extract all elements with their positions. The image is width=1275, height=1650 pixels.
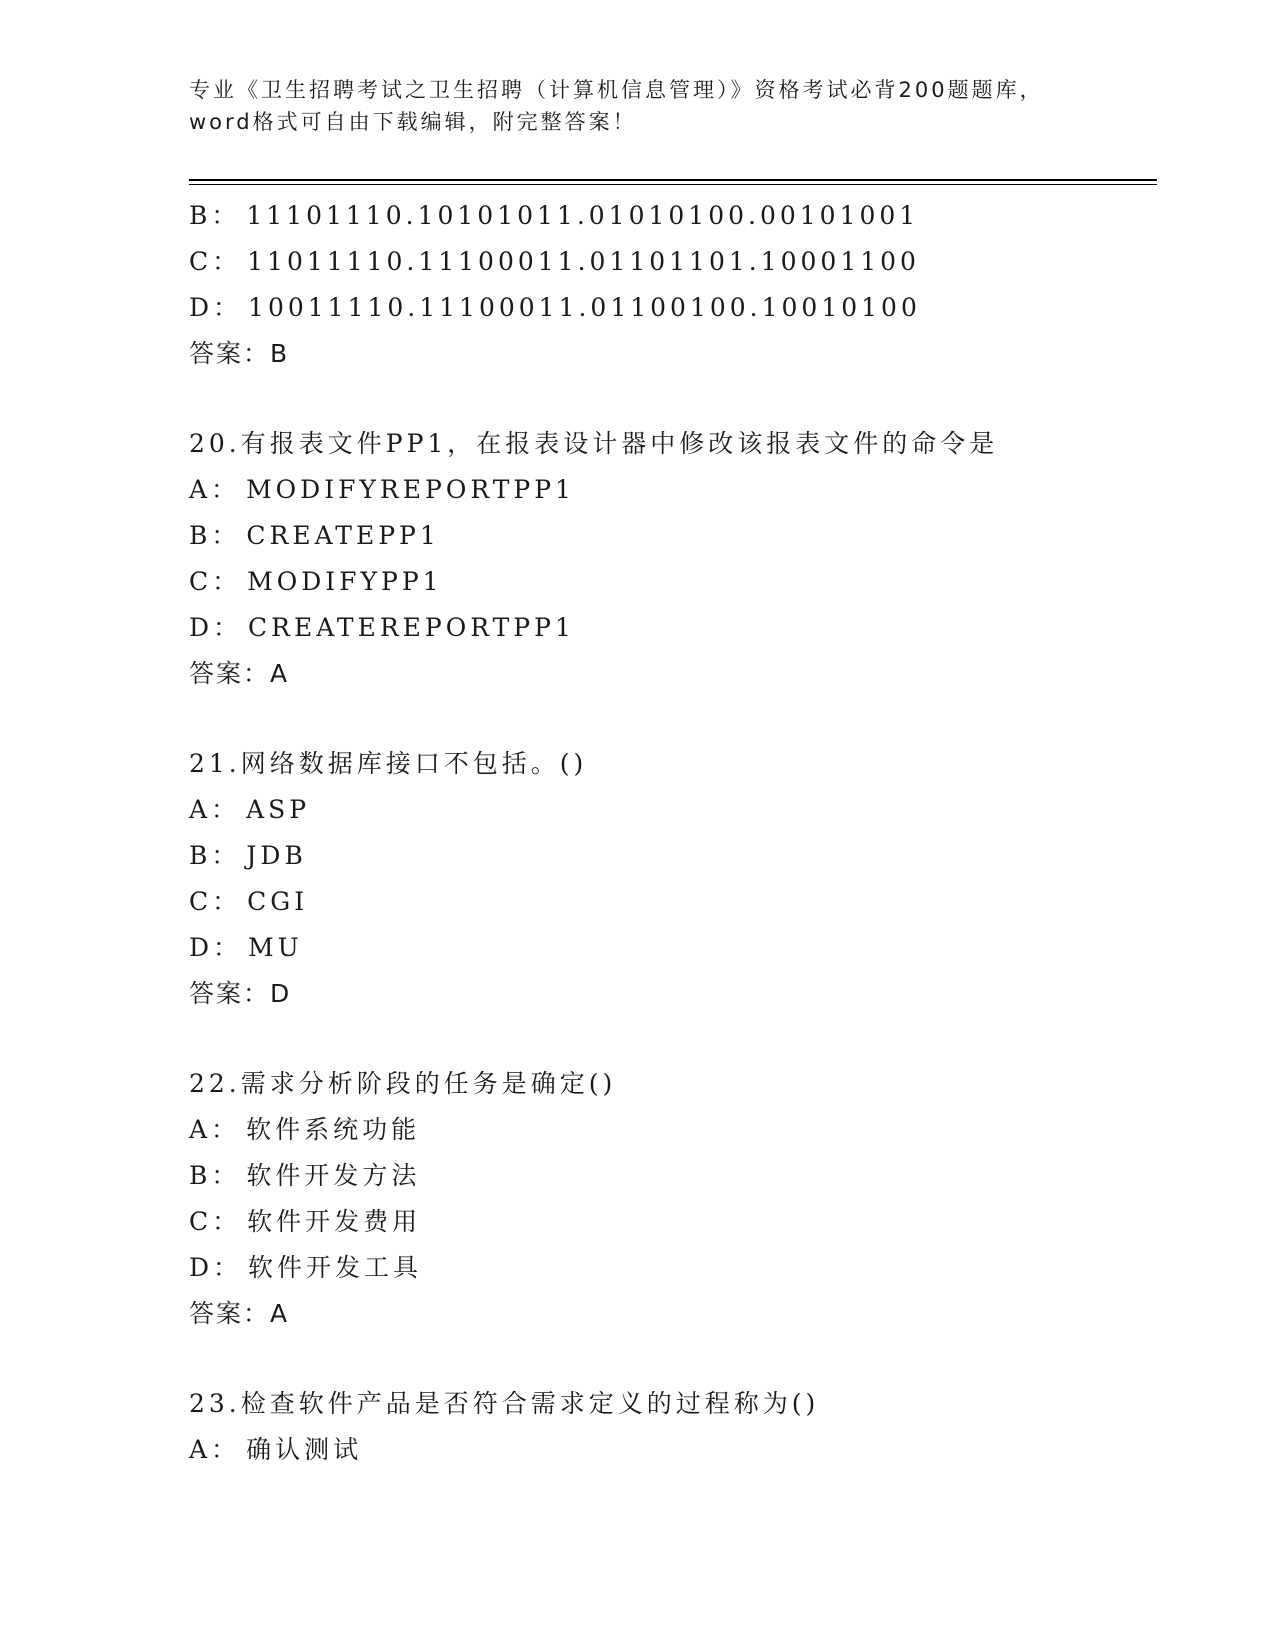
option-text: 软件开发工具 [248, 1253, 423, 1282]
question-title: 20.有报表文件PP1，在报表设计器中修改该报表文件的命令是 [189, 429, 999, 458]
option-text: CREATEPP1 [246, 521, 440, 550]
option-b [189, 1153, 1157, 1199]
option-text: 软件开发方法 [246, 1161, 421, 1190]
answer-line: 答案：A [189, 1299, 290, 1328]
option-text: MODIFYPP1 [247, 567, 443, 596]
option-a [189, 787, 1157, 833]
question-title: 23.检查软件产品是否符合需求定义的过程称为() [189, 1389, 820, 1418]
option-label: B： [189, 201, 241, 230]
header-line-2: word格式可自由下载编辑，附完整答案！ [189, 110, 637, 134]
option-label: A： [189, 1435, 241, 1464]
option-text: 确认测试 [246, 1435, 363, 1464]
answer-line: 答案：D [189, 979, 292, 1008]
option-label: C： [189, 567, 242, 596]
option-c [189, 559, 1157, 605]
answer-line: 答案：A [189, 659, 290, 688]
option-label: D： [189, 1253, 243, 1282]
option-label: B： [189, 521, 241, 550]
option-label: B： [189, 1161, 241, 1190]
option-text: CREATEREPORTPP1 [248, 613, 575, 642]
option-a [189, 1427, 1157, 1473]
option-label: A： [189, 1115, 241, 1144]
option-b [189, 513, 1157, 559]
option-label: B： [189, 841, 241, 870]
option-label: D： [189, 293, 243, 322]
option-a [189, 467, 1157, 513]
option-a [189, 1107, 1157, 1153]
option-c [189, 1199, 1157, 1245]
option-text: MODIFYREPORTPP1 [246, 475, 575, 504]
option-text: 软件系统功能 [246, 1115, 421, 1144]
option-text: 10011110.11100011.01100100.10010100 [248, 293, 921, 322]
question-block-19 [189, 193, 1157, 377]
question-list [189, 193, 1157, 1473]
header-line-1: 专业《卫生招聘考试之卫生招聘（计算机信息管理）》资格考试必背200题题库， [189, 78, 1044, 102]
option-d [189, 1245, 1157, 1291]
option-b [189, 833, 1157, 879]
header-divider-thin [189, 184, 1157, 185]
option-label: A： [189, 475, 241, 504]
question-block-20 [189, 421, 1157, 697]
option-text: 11101110.10101011.01010100.00101001 [246, 201, 920, 230]
option-text: MU [248, 933, 303, 962]
question-title: 21.网络数据库接口不包括。() [189, 749, 588, 778]
option-d [189, 285, 1157, 331]
option-label: C： [189, 1207, 242, 1236]
option-label: C： [189, 247, 242, 276]
option-c [189, 879, 1157, 925]
option-text: 11011110.11100011.01101101.10001100 [247, 247, 920, 276]
question-block-23 [189, 1381, 1157, 1473]
question-block-21 [189, 741, 1157, 1017]
question-block-22 [189, 1061, 1157, 1337]
option-text: CGI [247, 887, 309, 916]
option-d [189, 925, 1157, 971]
option-text: 软件开发费用 [247, 1207, 422, 1236]
option-label: A： [189, 795, 241, 824]
header-divider [189, 179, 1157, 181]
option-text: ASP [246, 795, 311, 824]
option-label: C： [189, 887, 242, 916]
question-title: 22.需求分析阶段的任务是确定() [189, 1069, 617, 1098]
document-header [189, 74, 1109, 138]
answer-line: 答案：B [189, 339, 290, 368]
option-label: D： [189, 613, 243, 642]
option-text: JDB [246, 841, 307, 870]
option-d [189, 605, 1157, 651]
option-label: D： [189, 933, 243, 962]
option-b [189, 193, 1157, 239]
option-c [189, 239, 1157, 285]
